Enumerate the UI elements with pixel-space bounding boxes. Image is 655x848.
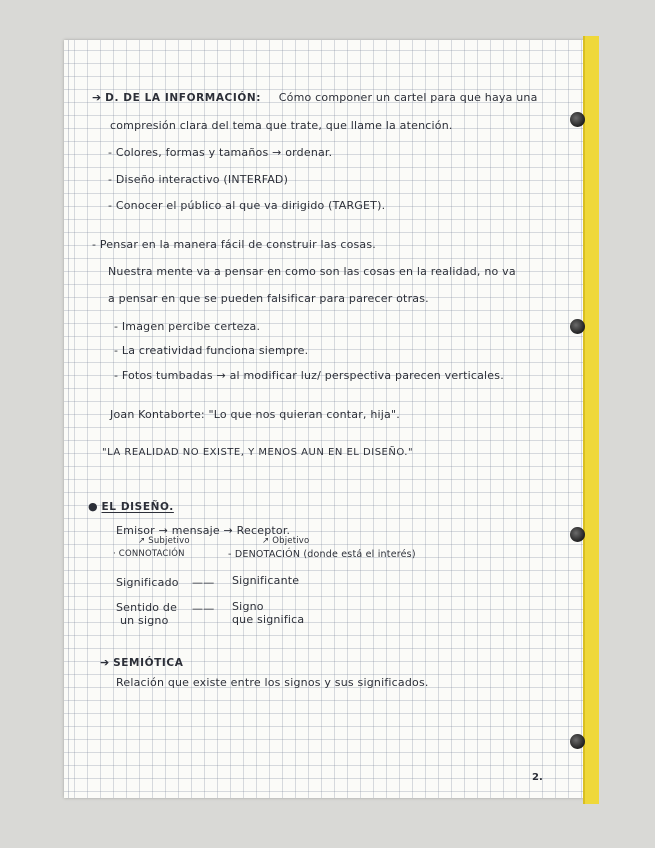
quote-1: Joan Kontaborte: "Lo que nos quieran contar, hija". xyxy=(110,408,400,421)
pair-1-left: Significado xyxy=(116,576,179,589)
section-2-bullet-1: - Imagen percibe certeza. xyxy=(114,320,261,333)
binder-hole-icon xyxy=(570,319,585,334)
section-4-heading-row xyxy=(100,656,183,669)
binder-edge xyxy=(583,36,599,804)
denotation-label: - DENOTACIÓN (donde está el interés) xyxy=(228,549,416,560)
pair-2-left-b: un signo xyxy=(120,614,169,627)
pair-2-right-b: que significa xyxy=(232,613,305,626)
connotation-label: · CONNOTACIÓN xyxy=(113,549,185,559)
circle-bullet-icon: ● xyxy=(88,500,98,513)
communication-flow: Emisor → mensaje → Receptor. xyxy=(116,524,291,537)
section-4-line-1: Relación que existe entre los signos y sus significados. xyxy=(116,676,429,689)
section-3-heading-row xyxy=(88,500,174,513)
section-1-line-2: compresión clara del tema que trate, que llame la atención. xyxy=(110,119,453,132)
section-2-line-1: - Pensar en la manera fácil de construir las cosas. xyxy=(92,238,377,251)
section-2-bullet-3: - Fotos tumbadas → al modificar luz/ perspectiva parecen verticales. xyxy=(114,369,504,382)
quote-2: "LA REALIDAD NO EXISTE, Y MENOS AUN EN EL DISEÑO." xyxy=(102,447,414,458)
objective-label: ↗ Objetivo xyxy=(262,536,310,546)
section-2-line-3: a pensar en que se pueden falsificar para parecer otras. xyxy=(108,292,429,305)
binder-hole-icon xyxy=(570,112,585,127)
binder-hole-icon xyxy=(570,527,585,542)
page-number: 2. xyxy=(532,772,543,783)
pair-2-right-a: Signo xyxy=(232,600,264,613)
subjective-label: ↗ Subjetivo xyxy=(138,536,190,546)
pair-1-separator: —— xyxy=(192,576,215,589)
arrow-bullet-icon: ➔ xyxy=(100,656,110,669)
pair-2-separator: —— xyxy=(192,602,215,615)
section-3-heading: EL DISEÑO. xyxy=(101,501,174,513)
section-1-bullet-1: - Colores, formas y tamaños → ordenar. xyxy=(108,146,333,159)
pair-2-left-a: Sentido de xyxy=(116,601,178,614)
pair-1-right: Significante xyxy=(232,574,300,587)
section-2-bullet-2: - La creatividad funciona siempre. xyxy=(114,344,309,357)
section-1-heading: D. DE LA INFORMACIÓN: xyxy=(105,92,262,104)
arrow-bullet-icon: ➔ xyxy=(92,91,102,104)
binder-hole-icon xyxy=(570,734,585,749)
section-4-heading: SEMIÓTICA xyxy=(113,657,184,669)
section-1-bullet-2: - Diseño interactivo (INTERFAD) xyxy=(108,173,289,186)
section-1-bullet-3: - Conocer el público al que va dirigido (TARGET). xyxy=(108,199,386,212)
margin-line xyxy=(68,40,69,798)
section-1-heading-row xyxy=(92,91,538,104)
section-2-line-2: Nuestra mente va a pensar en como son las cosas en la realidad, no va xyxy=(108,265,516,278)
section-1-line-1: Cómo componer un cartel para que haya una xyxy=(278,91,538,104)
